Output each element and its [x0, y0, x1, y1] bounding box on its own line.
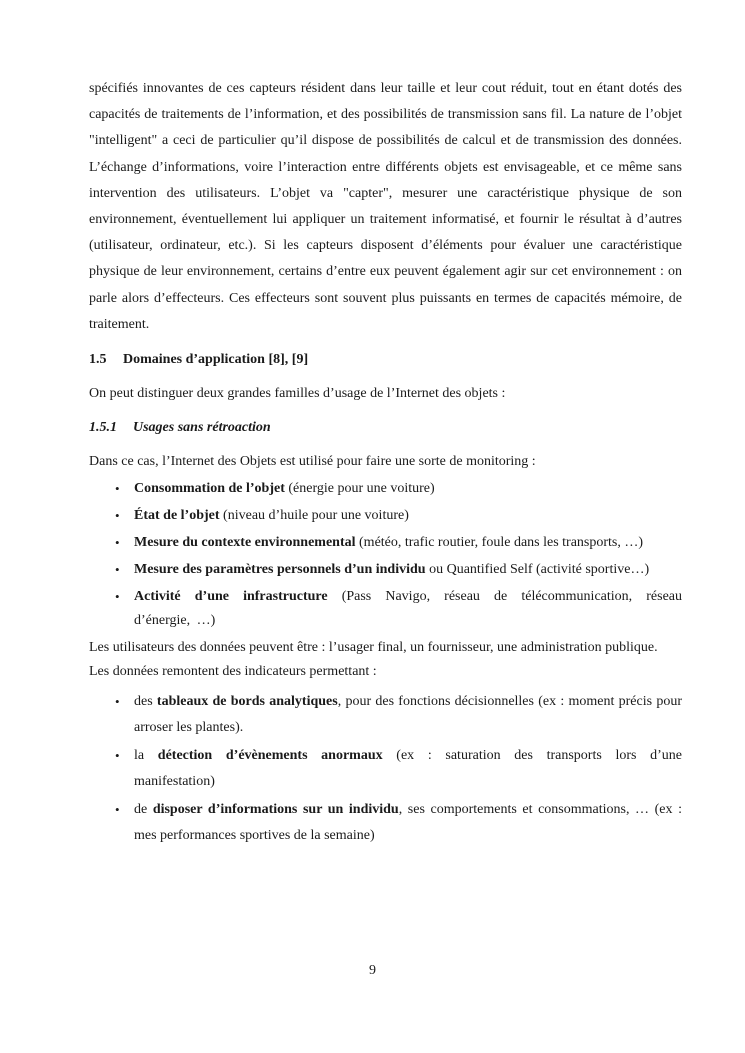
- continuation-paragraph: spécifiés innovantes de ces capteurs résident dans leur taille et leur cout réduit, tout en étant dotés des capacités de traitements de l’information, et des possibilités de transmission sans fil. La nature de l’objet "intelligent" a ceci de particulier qu’il dispose de possibilités de calcul et de transmission des données. L’échange d’informations, voire l’interaction entre différents objets est envisageable, et ce même sans intervention des utilisateurs. L’objet va "capter", mesurer une caractéristique physique de son environnement, éventuellement lui appliquer un traitement informatisé, et fournir le résultat à d’autres (utilisateur, ordinateur, etc.). Si les capteurs disposent d’éléments pour évaluer une caractéristique physique de leur environnement, certains d’entre eux peuvent également agir sur cet environnement : on parle alors d’effecteurs. Ces effecteurs sont souvent plus puissants en termes de capacités mémoire, de traitement.: [89, 81, 682, 332]
- list-item-text: (ex : saturation des transports lors d’une manifestation): [134, 748, 683, 790]
- list-item-bold: État de l’objet: [134, 508, 220, 524]
- list-item-text: (Pass Navigo, réseau de télécommunication, réseau d’énergie, …): [134, 589, 683, 629]
- list-item: [89, 743, 682, 795]
- bullet-icon: •: [115, 562, 120, 578]
- subsection-title: Usages sans rétroaction: [133, 420, 271, 436]
- monitoring-list: [89, 477, 682, 633]
- list-item-text: ou Quantified Self (activité sportive…): [425, 562, 650, 578]
- list-item-text: , pour des fonctions décisionnelles (ex : moment précis pour arroser les plantes).: [134, 694, 682, 736]
- list-item: [89, 585, 682, 633]
- subsection-heading: [89, 418, 682, 438]
- users-paragraph: Les utilisateurs des données peuvent être : l’usager final, un fournisseur, une administration publique.: [89, 640, 658, 656]
- section-number: 1.5: [89, 352, 107, 368]
- list-item: [89, 531, 682, 555]
- list-item-prefix: des: [134, 694, 157, 710]
- list-item-prefix: de: [134, 802, 153, 818]
- indicators-intro: Les données remontent des indicateurs permettant :: [89, 664, 377, 680]
- bullet-icon: •: [115, 508, 120, 524]
- list-item-bold: disposer d’informations sur un individu: [152, 802, 399, 818]
- indicators-list: [89, 689, 682, 849]
- list-item-bold: tableaux de bords analytiques: [156, 694, 338, 710]
- list-item-bold: détection d’évènements anormaux: [157, 748, 383, 764]
- section-title: Domaines d’application [8], [9]: [123, 352, 309, 368]
- list-item: [89, 797, 682, 849]
- list-item-bold: Mesure du contexte environnemental: [134, 535, 356, 551]
- subsection-number: 1.5.1: [89, 420, 117, 436]
- list-item-bold: Mesure des paramètres personnels d’un individu: [134, 562, 426, 578]
- page-body: [89, 76, 682, 851]
- list-item-bold: Activité d’une infrastructure: [134, 589, 328, 605]
- section-intro: On peut distinguer deux grandes familles d’usage de l’Internet des objets :: [89, 386, 506, 402]
- list-item: [89, 477, 682, 501]
- page-number: 9: [369, 963, 376, 978]
- bullet-icon: •: [115, 802, 120, 818]
- list-item-text: , ses comportements et consommations, … (ex : mes performances sportives de la semaine): [134, 802, 682, 844]
- section-heading: [89, 350, 682, 370]
- list-item: [89, 504, 682, 528]
- bullet-icon: •: [115, 535, 120, 551]
- list-item-text: (énergie pour une voiture): [284, 481, 435, 497]
- bullet-icon: •: [115, 748, 120, 764]
- list-item-text: (niveau d’huile pour une voiture): [219, 508, 409, 524]
- bullet-icon: •: [115, 589, 120, 605]
- list-item-text: (météo, trafic routier, foule dans les transports, …): [355, 535, 644, 551]
- list-item: [89, 558, 682, 582]
- list-item: [89, 689, 682, 741]
- bullet-icon: •: [115, 481, 120, 497]
- list-item-prefix: la: [134, 748, 158, 764]
- bullet-icon: •: [115, 694, 120, 710]
- subsection-intro: Dans ce cas, l’Internet des Objets est utilisé pour faire une sorte de monitoring :: [89, 454, 536, 470]
- list-item-bold: Consommation de l’objet: [134, 481, 285, 497]
